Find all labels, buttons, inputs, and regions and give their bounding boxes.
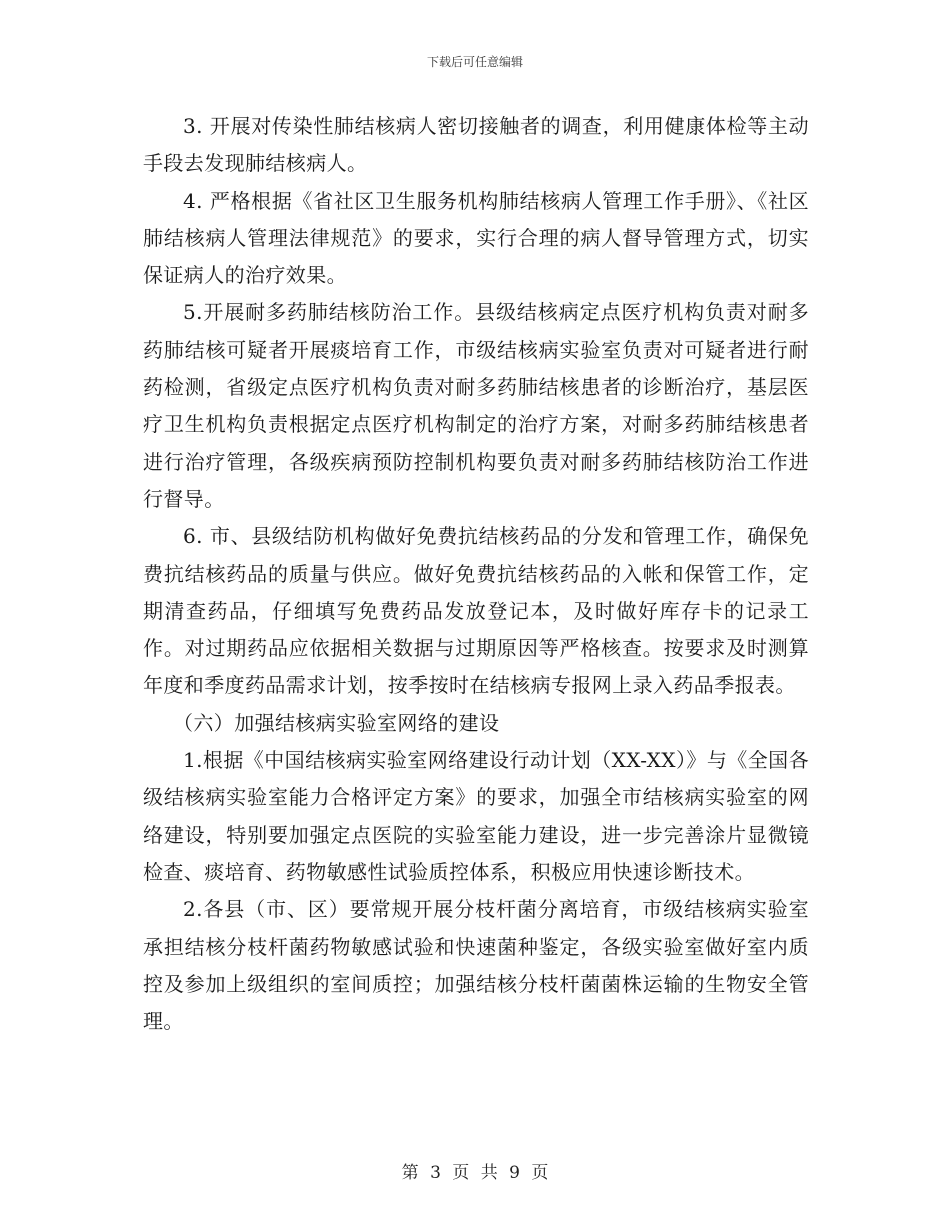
page-number-footer: 第 3 页 共 9 页	[401, 1163, 549, 1183]
paragraph-item-5: 5.开展耐多药肺结核防治工作。县级结核病定点医疗机构负责对耐多药肺结核可疑者开展痰培育工作，市级结核病实验室负责对可疑者进行耐药检测，省级定点医疗机构负责对耐多药肺结核患者的诊断治疗，基层医疗卫生机构负责根据定点医疗机构制定的治疗方案，对耐多药肺结核患者进行治疗管理，各级疾病预防控制机构要负责对耐多药肺结核防治工作进行督导。	[143, 300, 809, 511]
paragraph-item-6: 6. 市、县级结防机构做好免费抗结核药品的分发和管理工作，确保免费抗结核药品的质量与供应。做好免费抗结核药品的入帐和保管工作，定期清查药品，仔细填写免费药品发放登记本，及时做好库存卡的记录工作。对过期药品应依据相关数据与过期原因等严格核查。按要求及时测算年度和季度药品需求计划，按季按时在结核病专报网上录入药品季报表。	[143, 524, 809, 698]
header-note: 下载后可任意编辑	[426, 55, 523, 69]
document-body	[143, 108, 809, 1040]
paragraph-item-4: 4. 严格根据《省社区卫生服务机构肺结核病人管理工作手册》、《社区肺结核病人管理法律规范》的要求，实行合理的病人督导管理方式，切实保证病人的治疗效果。	[143, 188, 809, 288]
section-heading: （六）加强结核病实验室网络的建设	[173, 710, 500, 735]
paragraph-lab-1: 1.根据《中国结核病实验室网络建设行动计划（XX-XX）》与《全国各级结核病实验室能力合格评定方案》的要求，加强全市结核病实验室的网络建设，特别要加强定点医院的实验室能力建设，进一步完善涂片显微镜检查、痰培育、药物敏感性试验质控体系，积极应用快速诊断技术。	[143, 748, 809, 884]
paragraph-item-3: 3. 开展对传染性肺结核病人密切接触者的调查，利用健康体检等主动手段去发现肺结核病人。	[143, 114, 809, 176]
paragraph-lab-2: 2.各县（市、区）要常规开展分枝杆菌分离培育，市级结核病实验室承担结核分枝杆菌药物敏感试验和快速菌种鉴定，各级实验室做好室内质控及参加上级组织的室间质控；加强结核分枝杆菌菌株运输的生物安全管理。	[143, 897, 809, 1034]
